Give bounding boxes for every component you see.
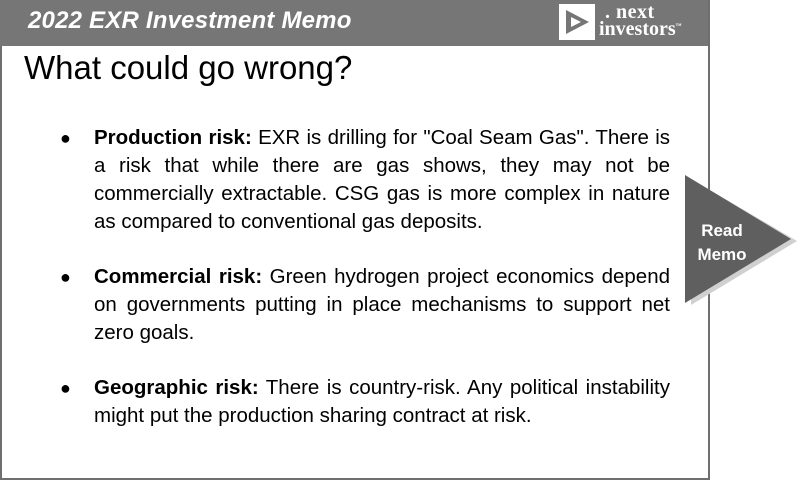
- risk-text: EXR is drilling for "Coal Seam Gas". There is a risk that while there are gas shows, they may not be commercially extractable. CSG gas is more complex in nature as compared to conventional gas deposits.: [94, 126, 671, 233]
- risk-text: Green hydrogen project economics depend on governments putting in place mechanisms to support net zero goals.: [94, 265, 670, 344]
- risk-item-production: [60, 124, 670, 236]
- read-memo-label: Read Memo: [697, 221, 747, 264]
- risk-title: Geographic risk:: [94, 376, 259, 399]
- logo-text-investors: investors™: [599, 18, 682, 40]
- memo-title: 2022 EXR Investment Memo: [28, 7, 352, 34]
- logo-text-next: . next: [605, 1, 655, 23]
- header-bar: [0, 0, 708, 46]
- bullet-icon: ●: [60, 378, 71, 398]
- risk-text: There is country-risk. Any political instability might put the production sharing contract at risk.: [94, 376, 670, 427]
- page-heading: What could go wrong?: [24, 49, 353, 86]
- next-investors-logo[interactable]: [559, 1, 704, 42]
- bullet-icon: ●: [60, 128, 71, 148]
- risk-list: [60, 124, 670, 457]
- play-arrow-logo-icon: [559, 4, 595, 40]
- bullet-icon: ●: [60, 267, 71, 287]
- risk-title: Commercial risk:: [94, 265, 263, 288]
- read-memo-button[interactable]: [685, 175, 800, 307]
- risk-item-commercial: [60, 263, 670, 347]
- risk-title: Production risk:: [94, 126, 252, 149]
- risk-item-geographic: [60, 374, 670, 430]
